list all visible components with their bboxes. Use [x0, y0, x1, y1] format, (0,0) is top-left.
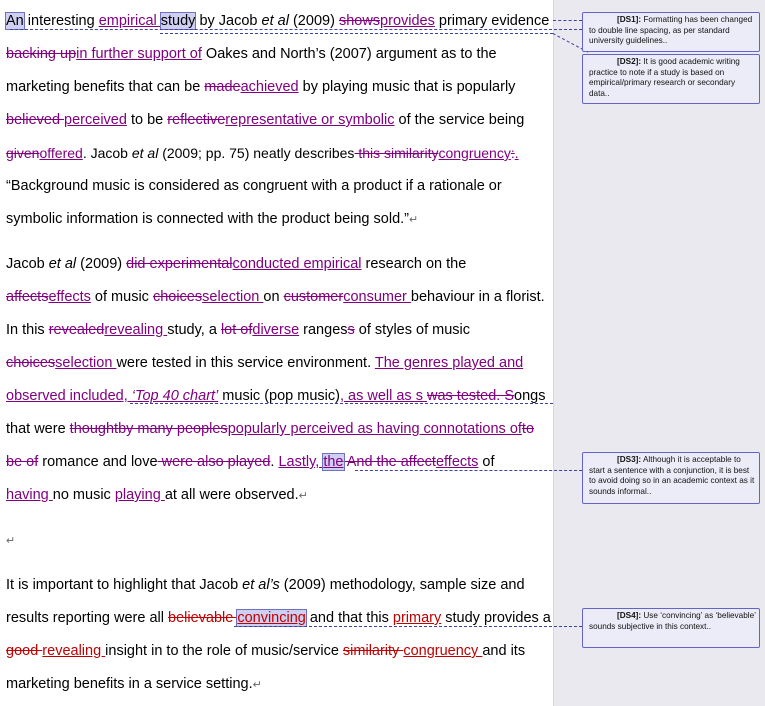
paragraph-mark: ↵: [6, 535, 16, 547]
insertion: .: [514, 145, 519, 161]
deletion: :: [510, 145, 515, 161]
deletion: was tested. S: [426, 388, 515, 404]
deletion: this: [354, 145, 385, 161]
paragraph-mark: ↵: [252, 679, 262, 691]
deletion: by many peoples: [118, 421, 228, 437]
text: music (pop music): [218, 388, 340, 404]
comment-margin: [553, 0, 765, 706]
text: no music: [52, 487, 115, 503]
insertion: observed included,: [6, 388, 132, 404]
insertion: conducted empirical: [232, 256, 362, 272]
comment-balloon-ds1[interactable]: [582, 12, 760, 52]
deletion: affects: [6, 289, 49, 305]
text: of: [478, 454, 495, 470]
deletion: shows: [338, 13, 381, 29]
insertion: provides: [380, 13, 435, 29]
change-connector: [130, 403, 553, 404]
comment-anchor-ds2[interactable]: study: [160, 13, 196, 29]
text: et al’s: [242, 577, 280, 593]
empty-paragraph: [6, 530, 545, 550]
deletion: given: [6, 145, 40, 161]
insertion: achieved: [240, 79, 299, 95]
text: et al: [131, 145, 159, 161]
text: research on the: [361, 256, 467, 272]
insertion: , as well as s: [339, 388, 427, 404]
deletion: of: [26, 454, 39, 470]
text: of styles of music: [354, 322, 470, 338]
deletion: made: [204, 79, 241, 95]
text: .: [270, 454, 279, 470]
insertion: The genres played and: [374, 355, 524, 371]
text: It is important to highlight that Jacob: [6, 577, 243, 593]
paragraph-2-line-7: [6, 452, 545, 472]
comment-connector-ds2: [160, 33, 553, 34]
insertion: consumer: [343, 289, 411, 305]
paragraph-2-line-2: [6, 287, 545, 307]
insertion: effects: [435, 454, 479, 470]
deletion: thought: [69, 421, 119, 437]
text: on: [263, 289, 284, 305]
deletion: were also played: [157, 454, 271, 470]
deletion: believed: [6, 112, 65, 128]
text: Oakes and North’s (2007) argument as to the: [201, 46, 497, 62]
comment-end-mark: .: [649, 486, 652, 496]
deletion: similarity: [384, 145, 439, 161]
deletion: be: [6, 454, 27, 470]
paragraph-3-line-4: [6, 674, 545, 694]
text: (2009) methodology, sample size and: [279, 577, 525, 593]
paragraph-3-line-1: [6, 575, 545, 595]
insertion: primary: [392, 610, 442, 626]
paragraph-2-line-1: [6, 254, 545, 274]
comment-connector-ds4: [234, 626, 582, 627]
text: behaviour in a florist.: [410, 289, 545, 305]
comment-end-mark: .: [665, 36, 668, 45]
insertion: playing: [114, 487, 165, 503]
comment-balloon-ds2[interactable]: [582, 54, 760, 104]
comment-text: Use ‘convincing’ as ‘believable’ sounds subjective in this context.: [589, 611, 756, 631]
quotation: symbolic information is connected with the product being sold.”: [6, 211, 409, 227]
comment-tag: [DS4]:: [617, 611, 642, 620]
text: were tested in this service environment.: [116, 355, 375, 371]
insertion: congruency: [403, 643, 483, 659]
comment-anchor-ds3[interactable]: the: [323, 454, 344, 470]
text: marketing benefits that can be: [6, 79, 205, 95]
deletion: revealed: [48, 322, 105, 338]
quotation: “Background music is considered as congruent with a product if a rationale or: [6, 178, 502, 194]
text: of music: [90, 289, 153, 305]
text: study provides a: [441, 610, 551, 626]
comment-connector-ds3: [355, 470, 582, 471]
paragraph-2-line-6: [6, 419, 545, 439]
text: In this: [6, 322, 49, 338]
comment-end-mark: .: [607, 88, 610, 98]
text: and that this: [305, 610, 393, 626]
comment-text: It is good academic writing practice to note if a study is based on empirical/primary research or secondary data.: [589, 57, 740, 98]
comment-end-mark: .: [708, 621, 711, 631]
text: romance and love: [38, 454, 158, 470]
comment-tag: [DS1]:: [617, 15, 642, 24]
deletion: similarity: [342, 643, 404, 659]
paragraph-1-line-1: [6, 11, 550, 31]
text: by Jacob: [195, 13, 262, 29]
insertion: ‘Top 40 chart’: [131, 388, 219, 404]
insertion: diverse: [252, 322, 300, 338]
insertion: congruency: [438, 145, 511, 161]
insertion: in further support of: [76, 46, 202, 62]
comment-anchor-ds4[interactable]: convincing: [237, 610, 306, 626]
comment-balloon-ds3[interactable]: [582, 452, 760, 504]
paragraph-mark: ↵: [408, 214, 419, 226]
deletion: reflective: [167, 112, 226, 128]
insertion: Lastly,: [278, 454, 324, 470]
comment-text: Although it is acceptable to start a sentence with a conjunction, it is best to avoid doing so in an academic context as it sounds informal.: [589, 455, 755, 496]
insertion: empirical: [98, 13, 161, 29]
deletion: And the affect: [343, 454, 436, 470]
paragraph-1-line-2: [6, 44, 545, 64]
text: (2009): [76, 256, 127, 272]
comment-connector-ds1b: [553, 20, 582, 21]
text: Jacob: [6, 256, 49, 272]
text: at all were observed.: [164, 487, 299, 503]
text: by playing music that is popularly: [298, 79, 516, 95]
insertion: offered: [39, 145, 83, 161]
text: (2009): [288, 13, 339, 29]
text: to be: [126, 112, 168, 128]
text: (2009; pp. 75) neatly describes: [158, 145, 355, 161]
comment-tag: [DS2]:: [617, 57, 642, 66]
comment-text: Formatting has been changed to double line spacing, as per standard university guidelines.: [589, 15, 753, 45]
insertion: effects: [48, 289, 91, 305]
deletion: lot of: [220, 322, 253, 338]
deletion: backing up: [6, 46, 77, 62]
comment-balloon-ds4[interactable]: [582, 608, 760, 648]
deletion: s: [347, 322, 355, 338]
text: of the service being: [394, 112, 525, 128]
paragraph-1-line-7: [6, 209, 545, 229]
paragraph-2-line-4: [6, 353, 545, 373]
insertion: perceived: [64, 112, 127, 128]
insertion: having: [6, 487, 53, 503]
insertion: revealing: [42, 643, 106, 659]
paragraph-1-line-6: [6, 176, 545, 196]
deletion: customer: [283, 289, 344, 305]
insertion: selection: [202, 289, 264, 305]
comment-anchor-ds1[interactable]: An: [6, 13, 24, 29]
paragraph-3-line-2: [6, 608, 551, 628]
paragraph-mark: ↵: [298, 490, 308, 502]
text: marketing benefits in a service setting.: [6, 676, 253, 692]
deletion: to: [521, 421, 535, 437]
text: et al: [261, 13, 289, 29]
paragraph-2-line-8: [6, 485, 545, 505]
paragraph-2-line-3: [6, 320, 545, 340]
deletion: choices: [6, 355, 56, 371]
insertion: selection: [55, 355, 117, 371]
comment-tag: [DS3]:: [617, 455, 642, 464]
text: et al: [48, 256, 77, 272]
text: results reporting were all: [6, 610, 168, 626]
insertion: popularly perceived as having connotations of: [227, 421, 522, 437]
insertion: representative or symbolic: [225, 112, 395, 128]
deletion: believable: [168, 610, 238, 626]
deletion: good: [6, 643, 43, 659]
text: study, a: [167, 322, 221, 338]
text: insight in to the role of music/service: [105, 643, 343, 659]
comment-connector-ds1: [10, 29, 582, 30]
insertion: revealing: [104, 322, 168, 338]
text: interesting: [23, 13, 99, 29]
deletion: choices: [152, 289, 203, 305]
text: primary evidence: [434, 13, 550, 29]
paragraph-1-line-5: [6, 143, 545, 163]
text: ranges: [299, 322, 348, 338]
paragraph-3-line-3: [6, 641, 545, 661]
text: ongs: [514, 388, 546, 404]
deletion: did experimental: [126, 256, 233, 272]
text: . Jacob: [82, 145, 132, 161]
paragraph-1-line-3: [6, 77, 545, 97]
paragraph-1-line-4: [6, 110, 545, 130]
text: that were: [6, 421, 70, 437]
text: and its: [482, 643, 526, 659]
